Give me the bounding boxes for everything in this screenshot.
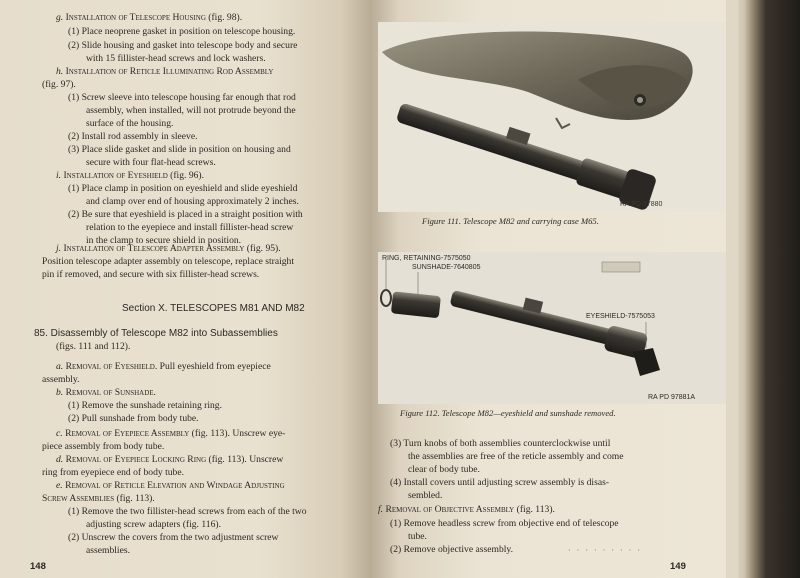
item-heading: Installation of Reticle Illuminating Rod Assembly: [65, 66, 274, 77]
text-line: ring from eyepiece end of body tube.: [42, 467, 184, 478]
item-tail: (fig. 98).: [205, 12, 243, 23]
text-line: [56, 12, 242, 24]
text-line: relation to the eyepiece and install fillister-head screw: [86, 222, 294, 233]
text-line: secure with four flat-head screws.: [86, 157, 216, 168]
item-heading: Installation of Telescope Adapter Assembly: [63, 243, 245, 254]
text-line: (1) Place clamp in position on eyeshield and slide eyeshield: [68, 183, 298, 194]
item-label: b.: [56, 387, 66, 398]
text-line: [56, 428, 285, 440]
text-line: adjusting screw adapters (fig. 116).: [86, 519, 221, 530]
text-line: (1) Remove the two fillister-head screws from each of the two: [68, 506, 307, 517]
item-tail: (fig. 95).: [244, 243, 281, 254]
item-heading: Removal of Eyeshield.: [65, 361, 158, 372]
item-tail: (fig. 113).: [114, 493, 155, 504]
text-line: and clamp over end of housing approximately 2 inches.: [86, 196, 299, 207]
fig2-id: RA PD 97881A: [648, 394, 696, 401]
text-line: (2) Unscrew the covers from the two adjustment screw: [68, 532, 279, 543]
item-heading: Removal of Eyepiece Assembly: [65, 428, 190, 439]
text-line: [56, 66, 273, 78]
page-number-left: 148: [30, 561, 46, 572]
text-line: (2) Pull sunshade from body tube.: [68, 413, 199, 424]
item-heading: Screw Assemblies: [42, 493, 115, 504]
text-line: (2) Install rod assembly in sleeve.: [68, 131, 198, 142]
item-label: j.: [56, 243, 64, 254]
text-line: (1) Place neoprene gasket in position on telescope housing.: [68, 26, 296, 37]
item-label: e.: [56, 480, 66, 491]
text-line: pin if removed, and secure with six fillister-head screws.: [42, 269, 260, 280]
text-line: assemblies.: [86, 545, 130, 556]
item-tail: (fig. 113). Unscrew eye-: [189, 428, 286, 439]
text-line: assembly.: [42, 374, 80, 385]
label-ring-retaining: RING, RETAINING-7575050: [382, 255, 471, 262]
text-line: [56, 361, 271, 373]
figure-112-photo: [378, 252, 728, 404]
text-line: [42, 493, 155, 505]
text-line: with 15 fillister-head screws and lock washers.: [86, 53, 266, 64]
printer-mark: · · · · · · · · ·: [568, 546, 642, 555]
item-tail: (fig. 113).: [514, 504, 555, 515]
text-line: Position telescope adapter assembly on telescope, replace straight: [42, 256, 295, 267]
text-line: [56, 170, 204, 182]
text-line: [56, 480, 285, 492]
text-line: assembly, when installed, will not protrude beyond the: [86, 105, 296, 116]
text-line: [56, 243, 281, 255]
item-label: g.: [56, 12, 66, 23]
label-eyeshield: EYESHIELD-7575053: [586, 313, 655, 320]
item-heading: Installation of Telescope Housing: [65, 12, 206, 23]
item-label: h.: [56, 66, 66, 77]
item-label: i.: [56, 170, 64, 181]
fig1-id: [620, 201, 663, 208]
figure-112-caption: Figure 112. Telescope M82—eyeshield and sunshade removed.: [400, 408, 616, 418]
item-label: c.: [56, 428, 66, 439]
figure-111-photo: [378, 22, 728, 212]
item-heading: Installation of Eyeshield: [63, 170, 168, 181]
text-line: in the clamp to secure shield in position.: [86, 235, 242, 246]
book-cover-edge: [738, 0, 800, 578]
item-label: f.: [378, 504, 386, 515]
item-tail: Pull eyeshield from eyepiece: [157, 361, 271, 372]
item-heading: Removal of Objective Assembly: [385, 504, 515, 515]
text-line: (fig. 97).: [42, 79, 76, 90]
text-line: (1) Remove headless screw from objective end of telescope: [390, 518, 619, 529]
item-label: d.: [56, 454, 66, 465]
item-heading: Removal of Eyepiece Locking Ring: [65, 454, 207, 465]
section-title: Section X. TELESCOPES M81 AND M82: [122, 303, 305, 314]
page-number-right: 149: [670, 561, 686, 572]
item-tail: (fig. 96).: [167, 170, 204, 181]
text-line: (3) Turn knobs of both assemblies counterclockwise until: [390, 438, 611, 449]
text-line: (2) Be sure that eyeshield is placed in a straight position with: [68, 209, 303, 220]
text-line: (4) Install covers until adjusting screw assembly is disas-: [390, 477, 610, 488]
label-sunshade: SUNSHADE-7640805: [412, 264, 481, 271]
text-line: sembled.: [408, 490, 443, 501]
paragraph-subheading: (figs. 111 and 112).: [56, 341, 131, 352]
item-tail: (fig. 113). Unscrew: [206, 454, 284, 465]
text-line: (2) Remove objective assembly.: [390, 544, 513, 555]
text-line: surface of the housing.: [86, 118, 174, 129]
left-page: [0, 0, 370, 578]
text-line: (1) Remove the sunshade retaining ring.: [68, 400, 222, 411]
item-label: a.: [56, 361, 66, 372]
text-line: (1) Screw sleeve into telescope housing far enough that rod: [68, 92, 296, 103]
paragraph-heading: 85. Disassembly of Telescope M82 into Subassemblies: [34, 328, 278, 339]
text-line: (2) Slide housing and gasket into telescope body and secure: [68, 40, 298, 51]
item-heading: Removal of Reticle Elevation and Windage Adjusting: [65, 480, 285, 491]
telescope-case-illustration: [378, 22, 728, 212]
text-line: [378, 504, 555, 516]
text-line: (3) Place slide gasket and slide in position on housing and: [68, 144, 291, 155]
svg-text:RA PD 97880: RA PD 97880: [620, 201, 663, 208]
figure-111-caption: Figure 111. Telescope M82 and carrying case M65.: [422, 216, 599, 226]
telescope-parts-illustration: [378, 252, 728, 404]
text-line: [56, 387, 156, 399]
text-line: clear of body tube.: [408, 464, 480, 475]
text-line: piece assembly from body tube.: [42, 441, 165, 452]
text-line: tube.: [408, 531, 427, 542]
right-page: [370, 0, 738, 578]
text-line: the assemblies are free of the reticle assembly and come: [408, 451, 624, 462]
text-line: [56, 454, 283, 466]
item-heading: Removal of Sunshade.: [65, 387, 156, 398]
